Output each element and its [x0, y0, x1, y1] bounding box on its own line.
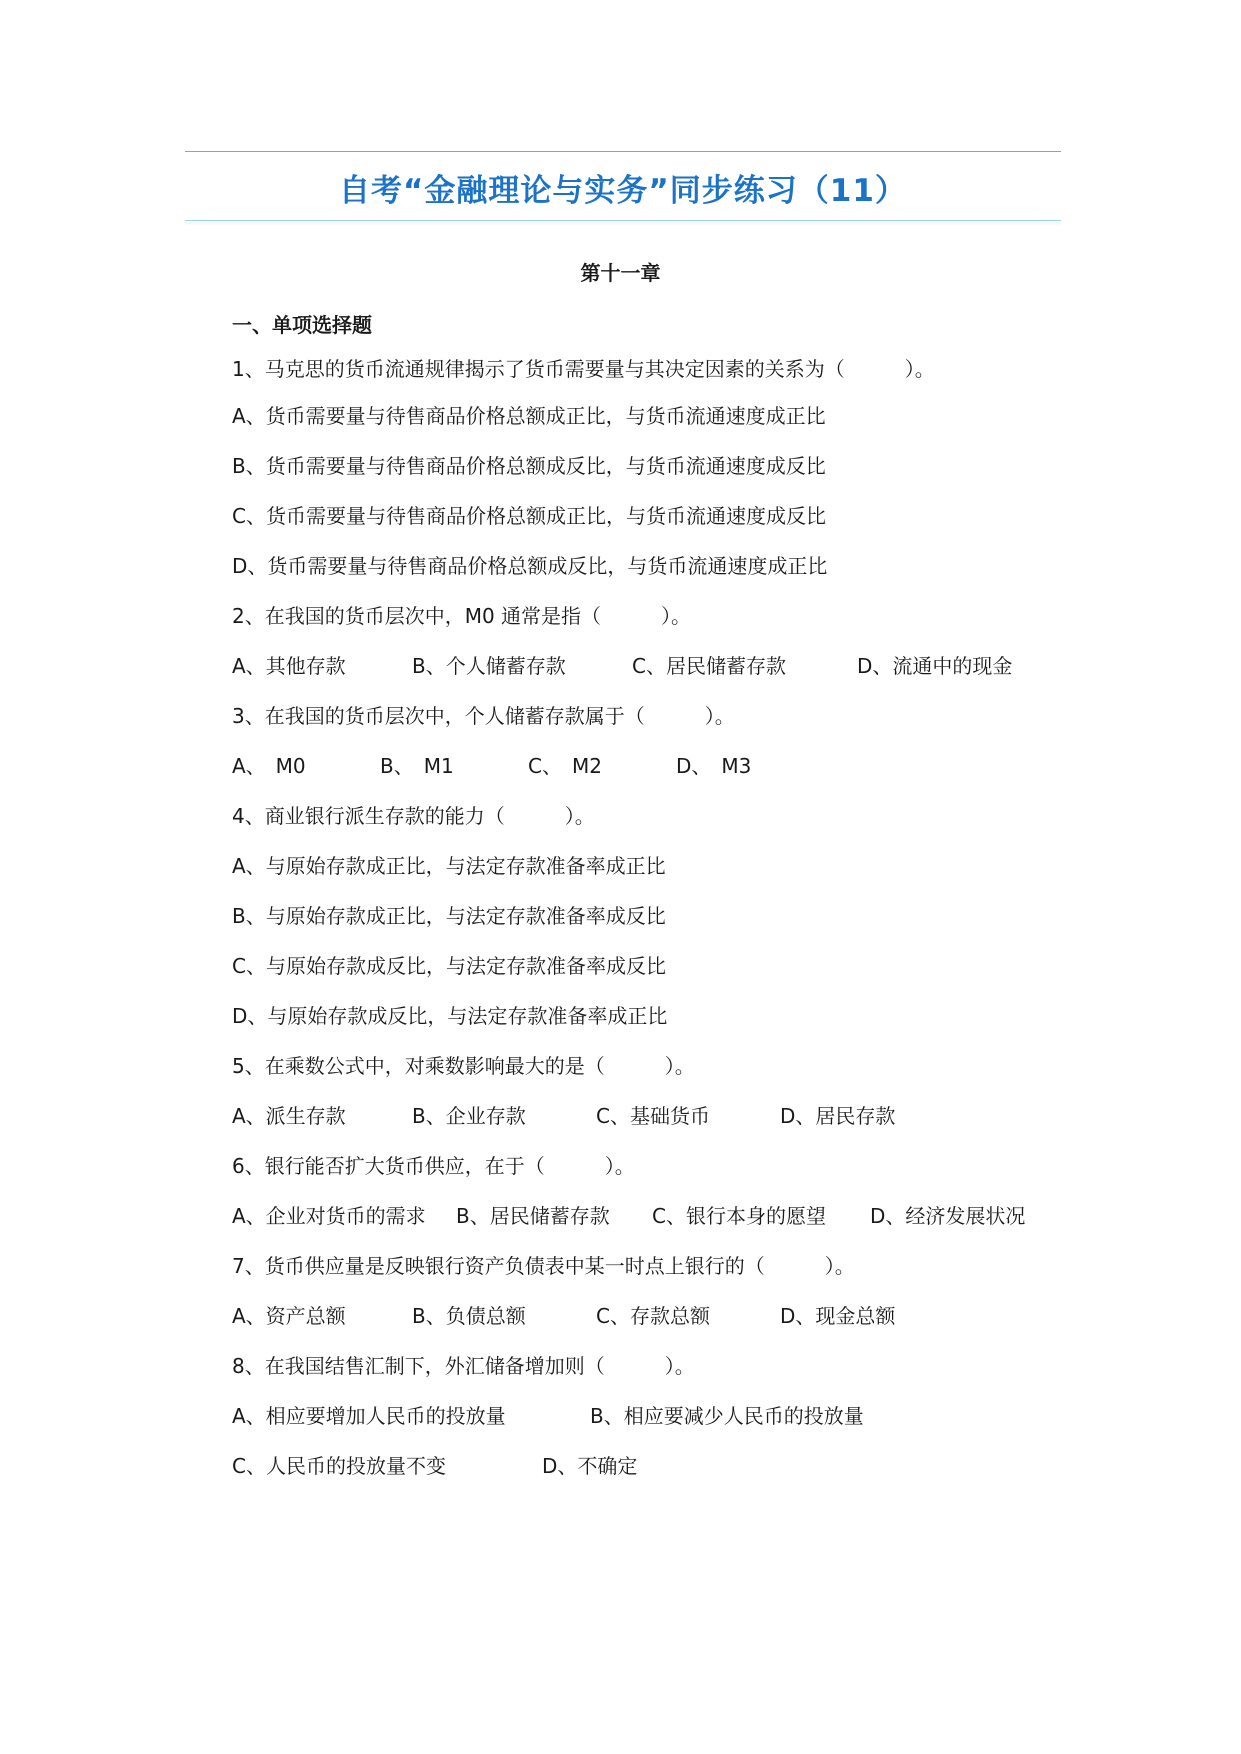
question-4-option-b: B、与原始存款成正比，与法定存款准备率成反比: [232, 904, 666, 928]
question-7-option-d: D、现金总额: [780, 1304, 896, 1328]
question-1-stem: 1、马克思的货币流通规律揭示了货币需要量与其决定因素的关系为（ ）。: [232, 357, 935, 381]
question-4-option-a: A、与原始存款成正比，与法定存款准备率成正比: [232, 854, 666, 878]
question-1-option-b: B、货币需要量与待售商品价格总额成反比，与货币流通速度成反比: [232, 454, 826, 478]
question-2-options: [232, 653, 1052, 679]
question-3-option-b: B、 M1: [380, 754, 454, 778]
question-5-option-c: C、基础货币: [596, 1104, 710, 1128]
question-2-option-c: C、居民储蓄存款: [632, 654, 786, 678]
section-heading: 一、单项选择题: [232, 313, 372, 337]
question-7-stem: 7、货币供应量是反映银行资产负债表中某一时点上银行的（ ）。: [232, 1254, 855, 1278]
question-1-option-c: C、货币需要量与待售商品价格总额成正比，与货币流通速度成反比: [232, 504, 826, 528]
question-1-option-d: D、货币需要量与待售商品价格总额成反比，与货币流通速度成正比: [232, 554, 828, 578]
question-6-options: [232, 1203, 1062, 1229]
question-8-options-row-2: [232, 1453, 932, 1479]
question-4-option-d: D、与原始存款成反比，与法定存款准备率成正比: [232, 1004, 668, 1028]
document-title: 自考“金融理论与实务”同步练习（11）: [339, 173, 907, 209]
question-4-option-c: C、与原始存款成反比，与法定存款准备率成反比: [232, 954, 666, 978]
question-6-option-b: B、居民储蓄存款: [456, 1204, 610, 1228]
question-7-option-b: B、负债总额: [412, 1304, 526, 1328]
question-2-option-d: D、流通中的现金: [857, 654, 1013, 678]
question-6-option-d: D、经济发展状况: [870, 1204, 1026, 1228]
question-6-option-c: C、银行本身的愿望: [652, 1204, 826, 1228]
question-2-option-b: B、个人储蓄存款: [412, 654, 566, 678]
question-8-stem: 8、在我国结售汇制下，外汇储备增加则（ ）。: [232, 1354, 695, 1378]
question-5-option-d: D、居民存款: [780, 1104, 896, 1128]
question-6-stem: 6、银行能否扩大货币供应，在于（ ）。: [232, 1154, 635, 1178]
question-8-options-row-1: [232, 1403, 932, 1429]
question-7-options: [232, 1303, 932, 1329]
question-4-stem: 4、商业银行派生存款的能力（ ）。: [232, 804, 595, 828]
question-2-stem: 2、在我国的货币层次中，M0 通常是指（ ）。: [232, 604, 692, 628]
question-3-options: [232, 753, 832, 779]
question-5-stem: 5、在乘数公式中，对乘数影响最大的是（ ）。: [232, 1054, 695, 1078]
question-7-option-c: C、存款总额: [596, 1304, 710, 1328]
title-band: [185, 151, 1061, 221]
question-3-stem: 3、在我国的货币层次中，个人储蓄存款属于（ ）。: [232, 704, 735, 728]
question-3-option-c: C、 M2: [528, 754, 602, 778]
question-7-option-a: A、资产总额: [232, 1304, 346, 1328]
question-8-option-a: A、相应要增加人民币的投放量: [232, 1404, 506, 1428]
question-6-option-a: A、企业对货币的需求: [232, 1204, 426, 1228]
question-8-option-c: C、人民币的投放量不变: [232, 1454, 446, 1478]
chapter-heading: 第十一章: [580, 261, 661, 285]
question-5-options: [232, 1103, 932, 1129]
question-1-option-a: A、货币需要量与待售商品价格总额成正比，与货币流通速度成正比: [232, 404, 826, 428]
question-8-option-d: D、不确定: [542, 1454, 638, 1478]
question-8-option-b: B、相应要减少人民币的投放量: [590, 1404, 864, 1428]
question-5-option-a: A、派生存款: [232, 1104, 346, 1128]
question-2-option-a: A、其他存款: [232, 654, 346, 678]
question-3-option-d: D、 M3: [676, 754, 752, 778]
question-3-option-a: A、 M0: [232, 754, 306, 778]
question-5-option-b: B、企业存款: [412, 1104, 526, 1128]
